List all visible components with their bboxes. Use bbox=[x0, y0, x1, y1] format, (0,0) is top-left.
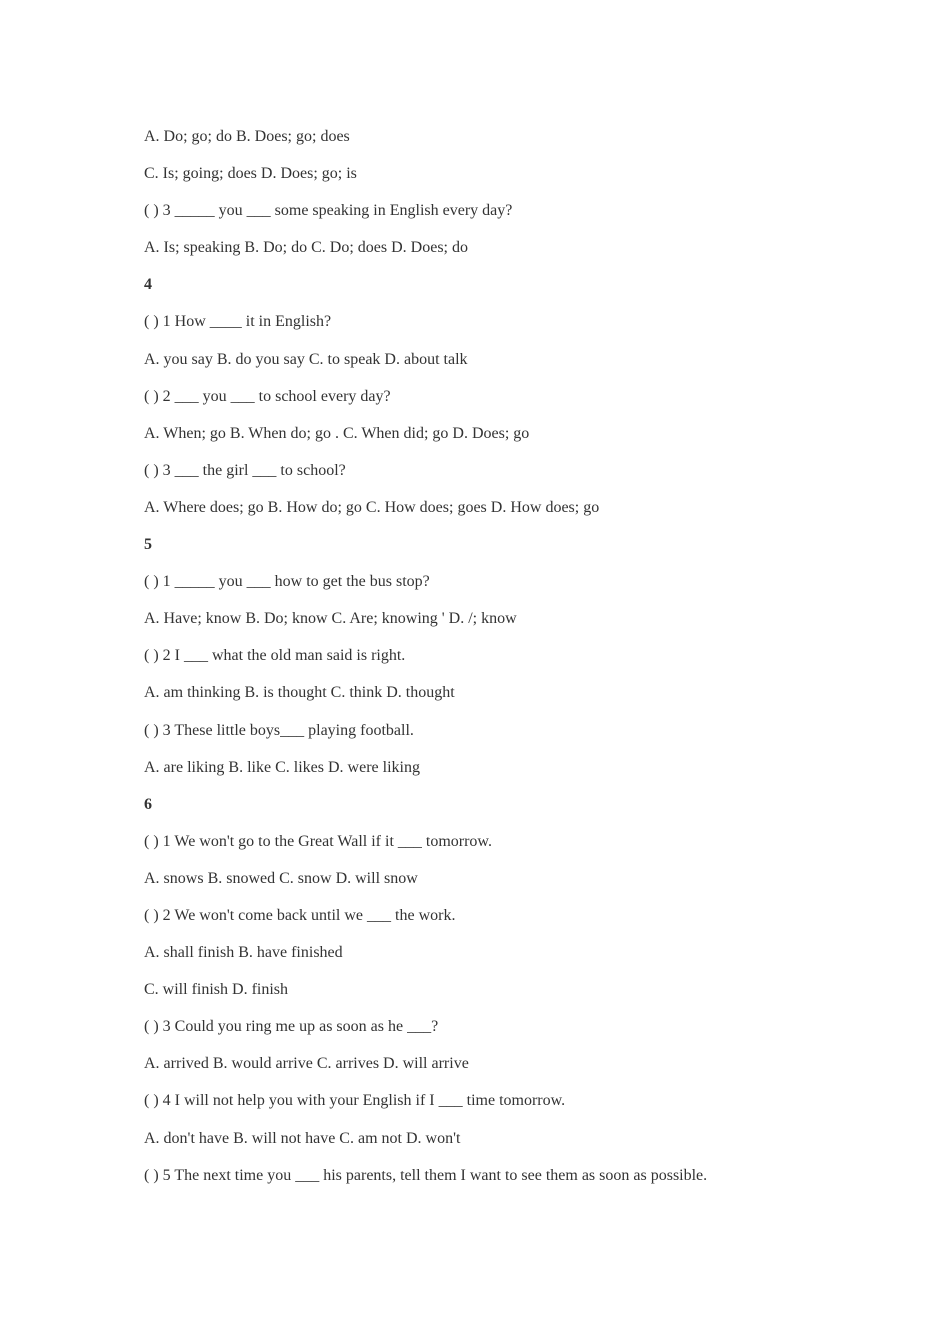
text-line: A. Where does; go B. How do; go C. How does; goes D. How does; go bbox=[144, 498, 600, 516]
text-line: ( ) 1 How ____ it in English? bbox=[144, 313, 332, 331]
text-line: A. Do; go; do B. Does; go; does bbox=[144, 128, 350, 145]
text-line: ( ) 2 We won't come back until we ___ the work. bbox=[144, 906, 456, 924]
text-line: ( ) 3 ___ the girl ___ to school? bbox=[144, 461, 346, 479]
text-line: ( ) 2 I ___ what the old man said is right. bbox=[144, 647, 406, 665]
text-line: ( ) 5 The next time you ___ his parents, tell them I want to see them as soon as possible. bbox=[144, 1166, 708, 1184]
section-number: 6 bbox=[144, 795, 152, 813]
text-line: A. shall finish B. have finished bbox=[144, 944, 343, 962]
text-line: ( ) 3 These little boys___ playing football. bbox=[144, 721, 414, 739]
text-line: C. Is; going; does D. Does; go; is bbox=[144, 165, 357, 183]
text-line: A. are liking B. like C. likes D. were liking bbox=[144, 758, 420, 776]
section-number: 4 bbox=[144, 276, 152, 294]
text-line: A. Is; speaking B. Do; do C. Do; does D. Does; do bbox=[144, 239, 468, 257]
text-line: ( ) 4 I will not help you with your English if I ___ time tomorrow. bbox=[144, 1092, 566, 1110]
document-page bbox=[144, 118, 904, 1194]
text-line: ( ) 1 We won't go to the Great Wall if it ___ tomorrow. bbox=[144, 832, 492, 850]
text-line: A. snows B. snowed C. snow D. will snow bbox=[144, 869, 418, 887]
text-line: A. When; go B. When do; go . C. When did; go D. Does; go bbox=[144, 424, 530, 442]
text-line: A. arrived B. would arrive C. arrives D. will arrive bbox=[144, 1055, 469, 1073]
text-line: A. Have; know B. Do; know C. Are; knowing ' D. /; know bbox=[144, 610, 517, 628]
text-line: ( ) 2 ___ you ___ to school every day? bbox=[144, 387, 391, 405]
section-number: 5 bbox=[144, 536, 152, 554]
text-line: ( ) 3 Could you ring me up as soon as he ___? bbox=[144, 1018, 439, 1036]
text-line: A. you say B. do you say C. to speak D. about talk bbox=[144, 350, 468, 368]
text-line: A. don't have B. will not have C. am not D. won't bbox=[144, 1129, 461, 1147]
text-line: ( ) 1 _____ you ___ how to get the bus stop? bbox=[144, 573, 430, 591]
text-line: A. am thinking B. is thought C. think D. thought bbox=[144, 684, 455, 702]
text-line: C. will finish D. finish bbox=[144, 981, 289, 999]
text-line: ( ) 3 _____ you ___ some speaking in English every day? bbox=[144, 202, 513, 220]
